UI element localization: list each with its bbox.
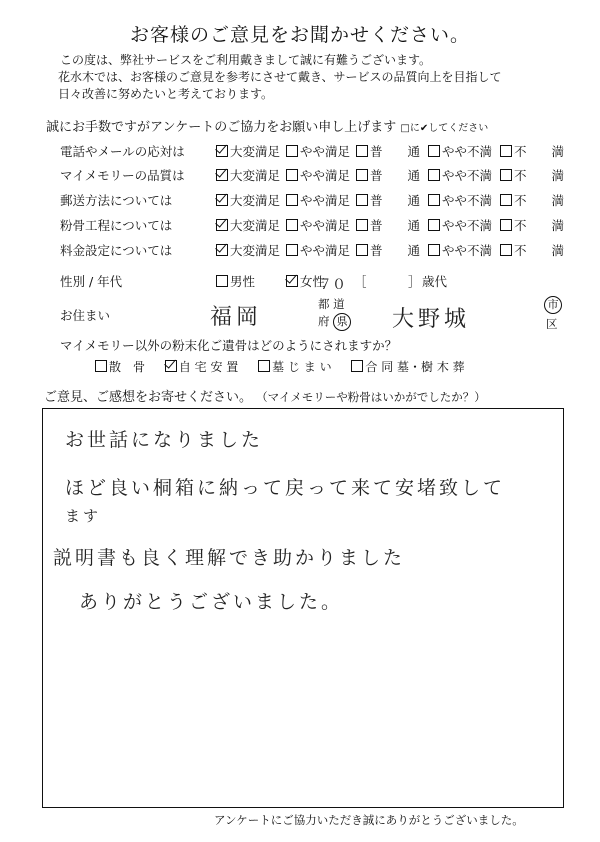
comment-line: ます	[65, 507, 102, 525]
disposal-question: マイメモリー以外の粉末化ご遺骨はどのようにされますか？	[60, 338, 398, 353]
pref-suffix-bottom	[318, 313, 351, 331]
checkbox[interactable]	[428, 244, 440, 256]
comment-line: お世話になりました	[65, 429, 264, 451]
comment-line: ほど良い桐箱に納って戻って来て安堵致して	[65, 477, 506, 499]
pref-ken-circled: 県	[333, 313, 351, 331]
option-somewhat-dissatisfied[interactable]	[428, 241, 492, 259]
option-label: 不 満	[514, 144, 565, 159]
checkbox[interactable]	[216, 145, 228, 157]
option-somewhat-satisfied[interactable]	[286, 191, 350, 209]
checkbox[interactable]	[286, 244, 298, 256]
option-somewhat-satisfied[interactable]	[286, 216, 350, 234]
option-label: やや満足	[300, 168, 351, 183]
checkbox[interactable]	[216, 194, 228, 206]
city-suffix-bottom: 区	[546, 317, 558, 331]
option-dissatisfied[interactable]	[500, 166, 564, 184]
option-very-satisfied[interactable]	[216, 191, 280, 209]
footer-thanks: アンケートにご協力いただき誠にありがとうございました。	[214, 813, 524, 827]
disposal-options	[95, 358, 481, 375]
checkbox[interactable]	[500, 169, 512, 181]
page-title: お客様のご意見をお聞かせください。	[129, 24, 470, 46]
question-label: 粉骨工程については	[60, 218, 173, 233]
option-label: 不 満	[514, 193, 565, 208]
option-dissatisfied[interactable]	[500, 216, 564, 234]
pref-suffix-top: 都 道	[318, 297, 345, 311]
option-label: 普 通	[370, 218, 421, 233]
question-label: 料金設定については	[60, 243, 173, 258]
checkbox[interactable]	[428, 219, 440, 231]
survey-request-text: 誠にお手数ですがアンケートのご協力をお願い申し上げます	[46, 120, 397, 135]
city-handwritten[interactable]: 大野城	[392, 307, 471, 332]
age-bracket-close: ］	[408, 274, 421, 289]
checkbox[interactable]	[216, 275, 228, 287]
checkbox[interactable]	[356, 194, 368, 206]
checkbox[interactable]	[165, 360, 177, 372]
checkbox[interactable]	[500, 244, 512, 256]
checkbox[interactable]	[428, 194, 440, 206]
question-label: マイメモリーの品質は	[60, 168, 185, 183]
survey-request	[46, 116, 488, 135]
option-label: やや満足	[300, 193, 351, 208]
comment-line: 説明書も良く理解でき助かりました	[53, 547, 406, 569]
checkbox[interactable]	[286, 194, 298, 206]
checkbox[interactable]	[216, 169, 228, 181]
comments-heading: ご意見、ご感想をお寄せください。	[44, 390, 253, 405]
option-label: やや不満	[442, 144, 493, 159]
checkbox[interactable]	[428, 169, 440, 181]
checkbox[interactable]	[356, 244, 368, 256]
option-label: 自 宅 安 置	[178, 360, 239, 374]
intro-line: 花水木では、お客様のご意見を参考にさせて戴き、サービスの品質向上を目指して	[58, 70, 502, 84]
option-label: 男性	[230, 274, 256, 289]
checkbox[interactable]	[286, 145, 298, 157]
gender-age-label: 性別 / 年代	[60, 274, 123, 289]
gender-male-option[interactable]	[216, 272, 255, 290]
option-label: 不 満	[514, 218, 565, 233]
option-dissatisfied[interactable]	[500, 191, 564, 209]
checkbox[interactable]	[216, 219, 228, 231]
option-label: やや不満	[442, 193, 493, 208]
disposal-option-scatter[interactable]	[95, 358, 145, 375]
option-label: 大変満足	[230, 243, 281, 258]
option-label: 散 骨	[109, 360, 146, 374]
survey-instruction: □に✔してください	[400, 123, 489, 134]
option-label: 不 満	[514, 168, 565, 183]
checkbox[interactable]	[356, 145, 368, 157]
question-label: 電話やメールの応対は	[60, 144, 185, 159]
age-handwritten[interactable]: ７０	[318, 277, 346, 293]
prefecture-handwritten[interactable]: 福岡	[210, 305, 263, 330]
option-neutral[interactable]	[356, 142, 420, 160]
intro-line: この度は、弊社サービスをご利用戴きまして誠に有難うございます。	[60, 53, 432, 67]
checkbox[interactable]	[286, 169, 298, 181]
intro-line: 日々改善に努めたいと考えております。	[58, 87, 274, 101]
option-somewhat-dissatisfied[interactable]	[428, 142, 492, 160]
disposal-option-home[interactable]	[165, 358, 238, 375]
comments-box[interactable]	[42, 408, 564, 808]
city-shi-circled: 市	[544, 296, 562, 314]
comment-line: ありがとうございました。	[79, 591, 344, 613]
option-label: やや満足	[300, 218, 351, 233]
checkbox[interactable]	[356, 169, 368, 181]
option-very-satisfied[interactable]	[216, 216, 280, 234]
option-dissatisfied[interactable]	[500, 142, 564, 160]
option-label: 合 同 墓・樹 木 葬	[365, 360, 465, 374]
option-label: 普 通	[370, 168, 421, 183]
option-label: 普 通	[370, 193, 421, 208]
address-label: お住まい	[60, 308, 111, 323]
option-neutral[interactable]	[356, 191, 420, 209]
intro-text	[60, 52, 502, 103]
checkbox[interactable]	[95, 360, 107, 372]
option-label: 大変満足	[230, 193, 281, 208]
checkbox[interactable]	[500, 145, 512, 157]
comments-heading-row	[44, 386, 486, 405]
checkbox[interactable]	[351, 360, 363, 372]
checkbox[interactable]	[500, 219, 512, 231]
option-label: 女性	[300, 274, 326, 289]
option-somewhat-dissatisfied[interactable]	[428, 191, 492, 209]
checkbox[interactable]	[258, 360, 270, 372]
option-label: 普 通	[370, 243, 421, 258]
option-dissatisfied[interactable]	[500, 241, 564, 259]
option-very-satisfied[interactable]	[216, 241, 280, 259]
checkbox[interactable]	[286, 275, 298, 287]
option-somewhat-satisfied[interactable]	[286, 166, 350, 184]
option-somewhat-dissatisfied[interactable]	[428, 166, 492, 184]
option-label: 大変満足	[230, 218, 281, 233]
option-label: やや不満	[442, 218, 493, 233]
checkbox[interactable]	[286, 219, 298, 231]
disposal-option-joint-grave[interactable]	[351, 358, 464, 375]
checkbox[interactable]	[428, 145, 440, 157]
option-very-satisfied[interactable]	[216, 142, 280, 160]
age-bracket-open: ［	[354, 274, 367, 289]
pref-fu: 府	[318, 314, 330, 328]
option-neutral[interactable]	[356, 166, 420, 184]
option-label: 墓 じ ま い	[272, 360, 332, 374]
disposal-option-grave-closure[interactable]	[258, 358, 331, 375]
age-suffix: 歳代	[422, 274, 448, 289]
option-label: やや満足	[300, 243, 351, 258]
option-very-satisfied[interactable]	[216, 166, 280, 184]
option-somewhat-satisfied[interactable]	[286, 241, 350, 259]
checkbox[interactable]	[500, 194, 512, 206]
checkbox[interactable]	[356, 219, 368, 231]
city-suffix-top	[544, 293, 562, 314]
option-label: やや満足	[300, 144, 351, 159]
option-neutral[interactable]	[356, 216, 420, 234]
option-label: 大変満足	[230, 144, 281, 159]
option-label: やや不満	[442, 243, 493, 258]
option-label: やや不満	[442, 168, 493, 183]
checkbox[interactable]	[216, 244, 228, 256]
question-label: 郵送方法については	[60, 193, 173, 208]
option-label: 大変満足	[230, 168, 281, 183]
option-somewhat-dissatisfied[interactable]	[428, 216, 492, 234]
option-somewhat-satisfied[interactable]	[286, 142, 350, 160]
option-label: 普 通	[370, 144, 421, 159]
option-label: 不 満	[514, 243, 565, 258]
option-neutral[interactable]	[356, 241, 420, 259]
comments-subheading: （マイメモリーや粉骨はいかがでしたか？）	[256, 390, 486, 404]
